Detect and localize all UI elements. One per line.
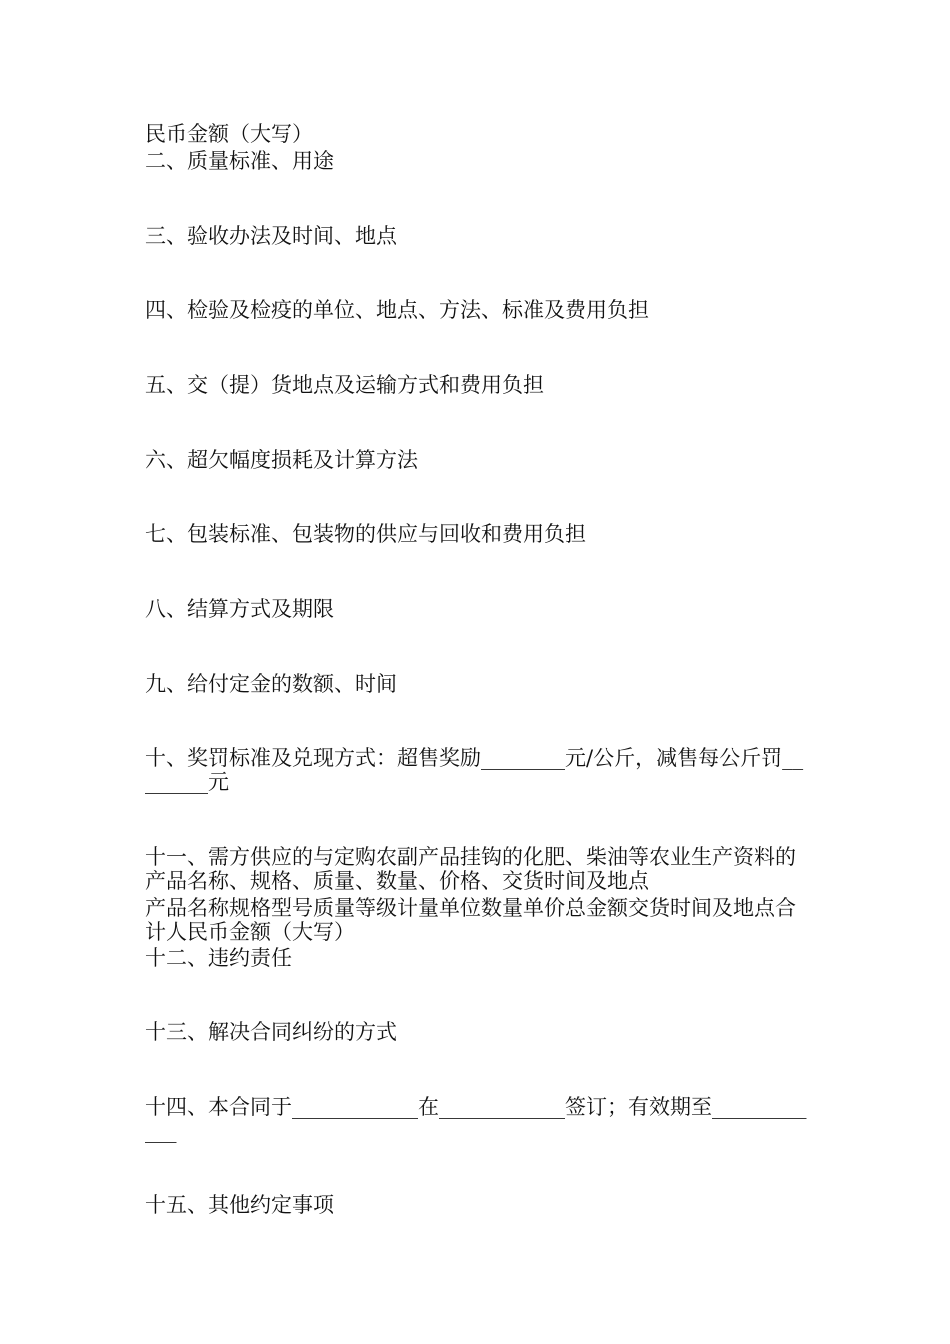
section-15-other-matters: 十五、其他约定事项 bbox=[145, 1193, 334, 1217]
section-3-acceptance: 三、验收办法及时间、地点 bbox=[145, 224, 397, 248]
section-12-liability: 十二、违约责任 bbox=[145, 946, 292, 970]
section-6-loss-calculation: 六、超欠幅度损耗及计算方法 bbox=[145, 448, 418, 472]
section-5-delivery: 五、交（提）货地点及运输方式和费用负担 bbox=[145, 373, 544, 397]
section-9-deposit: 九、给付定金的数额、时间 bbox=[145, 672, 397, 696]
section-13-dispute-resolution: 十三、解决合同纠纷的方式 bbox=[145, 1020, 397, 1044]
section-7-packaging: 七、包装标准、包装物的供应与回收和费用负担 bbox=[145, 522, 586, 546]
section-10-rewards-penalties: 十、奖罚标准及兑现方式：超售奖励________元/公斤，减售每公斤罚________元 bbox=[145, 746, 804, 794]
text-line-currency-amount: 民币金额（大写） bbox=[145, 122, 313, 146]
section-14-signing-validity: 十四、本合同于____________在____________签订；有效期至____________ bbox=[145, 1095, 807, 1143]
section-4-inspection: 四、检验及检疫的单位、地点、方法、标准及费用负担 bbox=[145, 298, 649, 322]
section-8-settlement: 八、结算方式及期限 bbox=[145, 597, 334, 621]
product-table-header-text: 产品名称规格型号质量等级计量单位数量单价总金额交货时间及地点合计人民币金额（大写） bbox=[145, 896, 796, 944]
section-11-supply-materials: 十一、需方供应的与定购农副产品挂钩的化肥、柴油等农业生产资料的产品名称、规格、质量、数量、价格、交货时间及地点 bbox=[145, 845, 796, 893]
section-2-quality-standard: 二、质量标准、用途 bbox=[145, 149, 334, 173]
